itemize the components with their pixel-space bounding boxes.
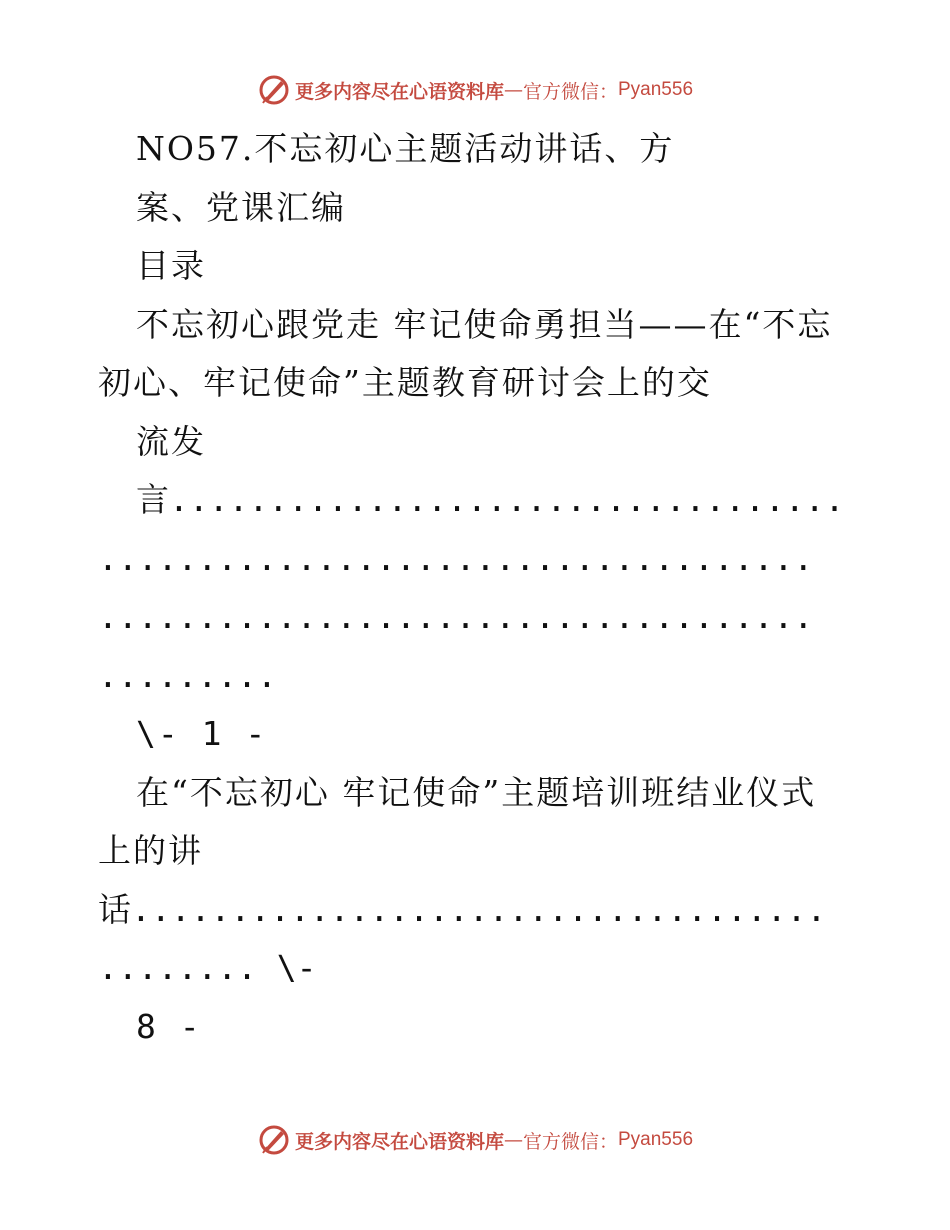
quill-logo-icon	[257, 1123, 291, 1157]
toc-entry-2-line-2: 上的讲	[98, 831, 203, 870]
watermark-id: Pyan556	[618, 1129, 694, 1150]
watermark-text: 更多内容尽在心语资料库	[294, 1130, 504, 1153]
doc-title-line-1: NO57.不忘初心主题活动讲话、方	[136, 129, 675, 168]
toc-entry-1-leader-4: .........	[98, 655, 277, 695]
toc-entry-1-line-1: 不忘初心跟党走 牢记使命勇担当——在“不忘	[136, 304, 833, 344]
toc-entry-2-leader-2: ........ \-	[98, 948, 317, 987]
toc-entry-1-line-3: 流发	[136, 421, 206, 461]
toc-entry-1-page: \- 1 -	[136, 714, 268, 753]
watermark-label: 官方微信：	[522, 1130, 618, 1153]
watermark-dash: —	[503, 1129, 523, 1151]
watermark-label: 官方微信：	[522, 80, 618, 103]
document-body	[98, 120, 858, 1056]
doc-title-line-2: 案、党课汇编	[136, 187, 346, 227]
footer-watermark	[0, 1120, 950, 1160]
toc-entry-1-leader-2: ....................................	[98, 538, 814, 578]
watermark-dash: —	[503, 79, 523, 101]
header-watermark	[0, 70, 950, 110]
quill-logo-icon	[257, 73, 291, 107]
watermark-text: 更多内容尽在心语资料库	[294, 80, 504, 103]
toc-entry-1-line-2: 初心、牢记使命”主题教育研讨会上的交	[98, 363, 712, 402]
toc-entry-1-leader-1: 言..................................	[136, 480, 845, 519]
toc-entry-1-leader-3: ....................................	[98, 597, 814, 636]
watermark-id: Pyan556	[618, 79, 694, 100]
toc-entry-2-page: 8 -	[136, 1006, 202, 1046]
toc-entry-2-leader-1: 话...................................	[98, 889, 827, 929]
toc-heading: 目录	[136, 246, 206, 285]
toc-entry-2-line-1: 在“不忘初心 牢记使命”主题培训班结业仪式	[136, 772, 817, 812]
